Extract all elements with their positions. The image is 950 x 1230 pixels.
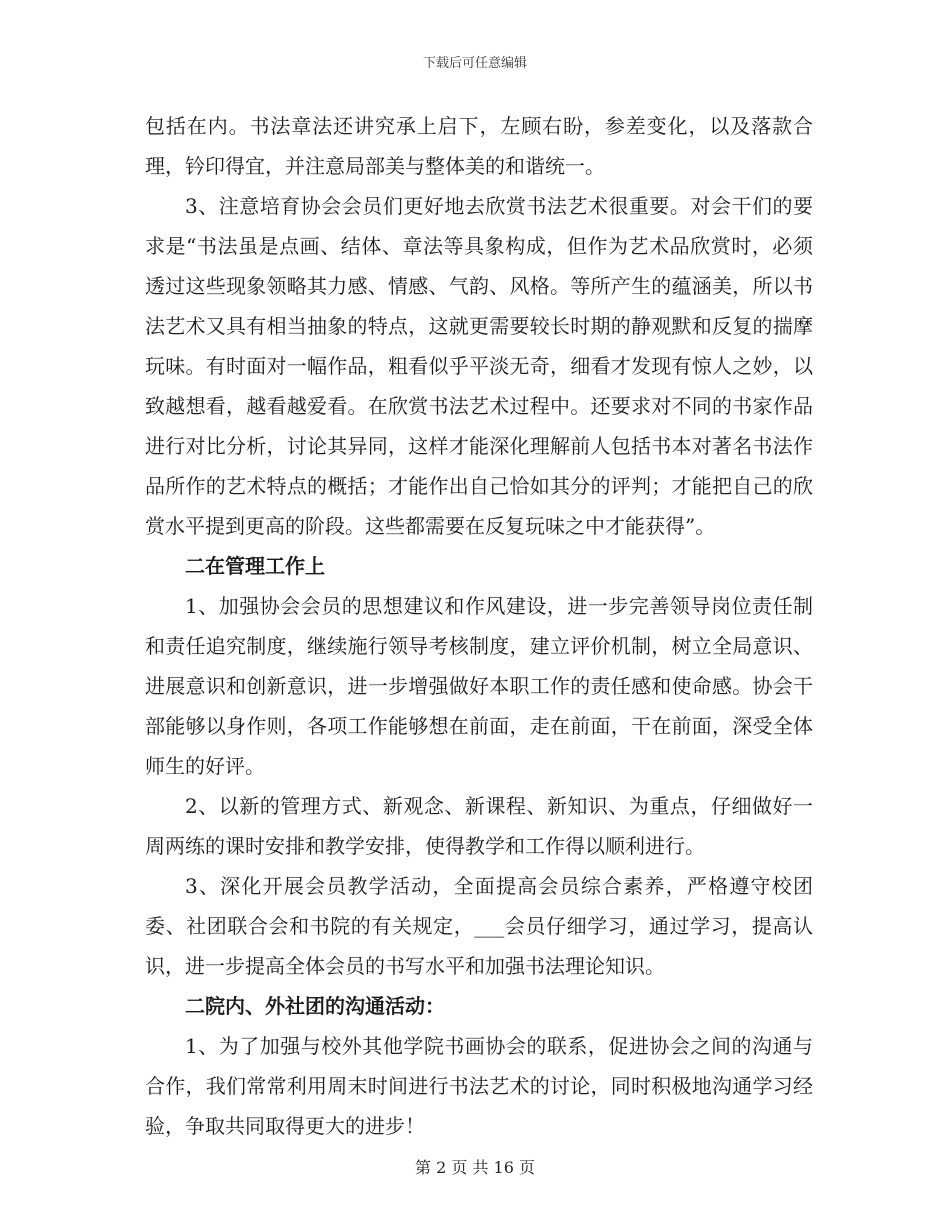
paragraph-communication-1: 1、为了加强与校外其他学院书画协会的联系，促进协会之间的沟通与合作，我们常常利用周末时间进行书法艺术的讨论，同时积极地沟通学习经验，争取共同取得更大的进步！ <box>145 1034 813 1138</box>
paragraph-management-3: 3、深化开展会员教学活动，全面提高会员综合素养，严格遵守校团委、社团联合会和书院的有关规定，___会员仔细学习，通过学习，提高认识，进一步提高全体会员的书写水平和加强书法理论知识。 <box>145 874 813 978</box>
paragraph-continuation: 包括在内。书法章法还讲究承上启下，左顾右盼，参差变化，以及落款合理，钤印得宜，并注意局部美与整体美的和谐统一。 <box>145 114 813 178</box>
document-body <box>145 106 813 1146</box>
page-header: 下载后可任意编辑 <box>422 56 527 71</box>
section-heading-management: 二在管理工作上 <box>185 554 325 578</box>
page-footer: 第 2 页 共 16 页 <box>415 1158 535 1177</box>
paragraph-management-1: 1、加强协会会员的思想建议和作风建设，进一步完善领导岗位责任制和责任追究制度，继续施行领导考核制度，建立评价机制，树立全局意识、进展意识和创新意识，进一步增强做好本职工作的责任感和使命感。协会干部能够以身作则，各项工作能够想在前面，走在前面，干在前面，深受全体师生的好评。 <box>145 594 813 778</box>
paragraph-appreciation: 3、注意培育协会会员们更好地去欣赏书法艺术很重要。对会干们的要求是“书法虽是点画、结体、章法等具象构成，但作为艺术品欣赏时，必须透过这些现象领略其力感、情感、气韵、风格。等所产生的蕴涵美，所以书法艺术又具有相当抽象的特点，这就更需要较长时期的静观默和反复的揣摩玩味。有时面对一幅作品，粗看似乎平淡无奇，细看才发现有惊人之妙，以致越想看，越看越爱看。在欣赏书法艺术过程中。还要求对不同的书家作品进行对比分析，讨论其异同，这样才能深化理解前人包括书本对著名书法作品所作的艺术特点的概括；才能作出自己恰如其分的评判；才能把自己的欣赏水平提到更高的阶段。这些都需要在反复玩味之中才能获得”。 <box>145 194 813 538</box>
section-heading-communication: 二院内、外社团的沟通活动： <box>185 994 445 1018</box>
paragraph-management-2: 2、以新的管理方式、新观念、新课程、新知识、为重点，仔细做好一周两练的课时安排和教学安排，使得教学和工作得以顺利进行。 <box>145 794 813 858</box>
